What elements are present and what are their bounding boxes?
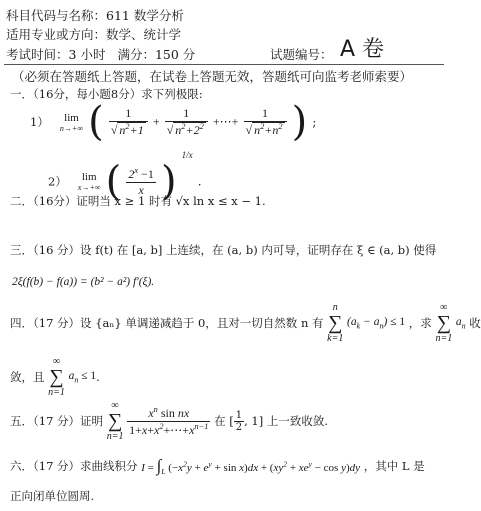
- q4-points: （17 分）: [33, 316, 81, 330]
- q1-points: （16分，每小题8分）: [33, 87, 142, 101]
- applicable-label: 适用专业或方向：: [6, 27, 107, 42]
- subject-code-value: 611 数学分析: [106, 8, 184, 23]
- q1-part2-formula: 2） lim x→+∞ ( $\frac{2^x -1}{x}$ ) $^{1/x}$ .: [48, 150, 202, 205]
- q1-header: [10, 86, 203, 102]
- q3-number: 三．: [10, 243, 33, 257]
- q4-sum-target: ∞ ∑ n=1: [435, 302, 453, 344]
- q1-part1-formula: 1） lim n→+∞ ( $\frac{1}{√ n^2+1}$ + $\frac{1}{√ n^2+2^2}$ +⋯+ $\frac{1}{√ n^2+n^2}$ ) ;: [30, 99, 317, 145]
- q4-text2: ，求: [408, 316, 432, 330]
- q4-sum-condition: n ∑ k=1: [327, 302, 344, 344]
- applicable-line: [6, 25, 181, 43]
- q5-number: 五．: [10, 414, 33, 428]
- exam-info-line: [6, 45, 195, 63]
- q1-number: 一．: [10, 87, 33, 101]
- paper-number-value: A 卷: [340, 37, 385, 62]
- subject-code-label: 科目代码与名称：: [6, 8, 107, 23]
- q1-task: 求下列极限:: [141, 87, 203, 101]
- full-score-label: 满分：: [117, 47, 155, 62]
- q2-text: 证明当 x ≥ 1 时有 √x ln x ≤ x − 1.: [76, 194, 266, 208]
- q4-text5: .: [96, 370, 100, 384]
- q5-text3: 上一致收敛.: [266, 414, 329, 428]
- exam-time-label: 考试时间：: [6, 47, 69, 62]
- q3-line: [10, 242, 436, 258]
- q6-text2: ，其中 L 是: [363, 459, 425, 474]
- q3-points: （16 分）: [33, 243, 81, 257]
- header-divider: [4, 64, 444, 65]
- q5-text1: 证明: [80, 414, 104, 428]
- applicable-value: 数学、统计学: [106, 27, 182, 42]
- q2-line: [10, 193, 266, 209]
- q3-formula: 2ξ(f(b) − f(a)) = (b² − a²) f′(ξ).: [12, 276, 155, 288]
- q5-series-sum: ∞ ∑ n=1: [106, 400, 124, 442]
- q4-text1: 设 {aₙ} 单调递减趋于 0，且对一切自然数 n 有: [80, 316, 324, 330]
- full-score-value: 150 分: [154, 47, 196, 62]
- subject-code-line: [6, 6, 184, 24]
- q5-text2: 在: [214, 414, 226, 428]
- q5-line: 五．（17 分）证明 ∞ ∑ n=1 $\frac{x^n \sin nx}{1+x+x^2+\cdots+x^{n-1}}$ 在 [ $\frac{1}{2}$ , 1] 上一致收敛.: [10, 400, 329, 442]
- q4-line: 四．（17 分）设 {aₙ} 单调递减趋于 0，且对一切自然数 n 有 n ∑ k=1 $(a_k - a_n) \le 1$ ，求 ∞ ∑ n=1 $a_n$ 收: [10, 302, 481, 344]
- notice: （必须在答题纸上答题，在试卷上答题无效，答题纸可向监考老师索要）: [12, 69, 413, 84]
- q4-sum-result: ∞ ∑ n=1: [48, 356, 65, 398]
- paper-number-label: 试题编号：: [270, 47, 333, 62]
- q2-points: （16分）: [33, 194, 77, 208]
- q6-integral: $I = \int_L$ $(-x^2y + e^y + \sin x)dx + (xy^2 + xe^y - \cos y)dy$: [141, 456, 361, 477]
- q5-points: （17 分）: [33, 414, 81, 428]
- q4-text3: 收: [469, 316, 481, 330]
- q6-number: 六．: [10, 459, 33, 474]
- q6-text1: 求曲线积分: [80, 459, 138, 474]
- q6-text3: 正向闭单位圆周.: [10, 489, 95, 503]
- q3-text: 设 f(t) 在 [a, b] 上连续，在 (a, b) 内可导，证明存在 ξ ∈ (a, b) 使得: [80, 243, 437, 257]
- q6-points: （17 分）: [33, 459, 81, 474]
- q4-number: 四．: [10, 316, 33, 330]
- q4-line2: 敛，且 ∞ ∑ n=1 $a_n \le 1$.: [10, 356, 100, 398]
- exam-time-value: 3 小时: [68, 47, 106, 62]
- q4-text4: 敛，且: [10, 370, 45, 384]
- q2-number: 二．: [10, 194, 33, 208]
- q5-series-term: $\frac{x^n \sin nx}{1+x+x^2+\cdots+x^{n-1}}$: [129, 404, 209, 437]
- q6-line: [10, 456, 425, 482]
